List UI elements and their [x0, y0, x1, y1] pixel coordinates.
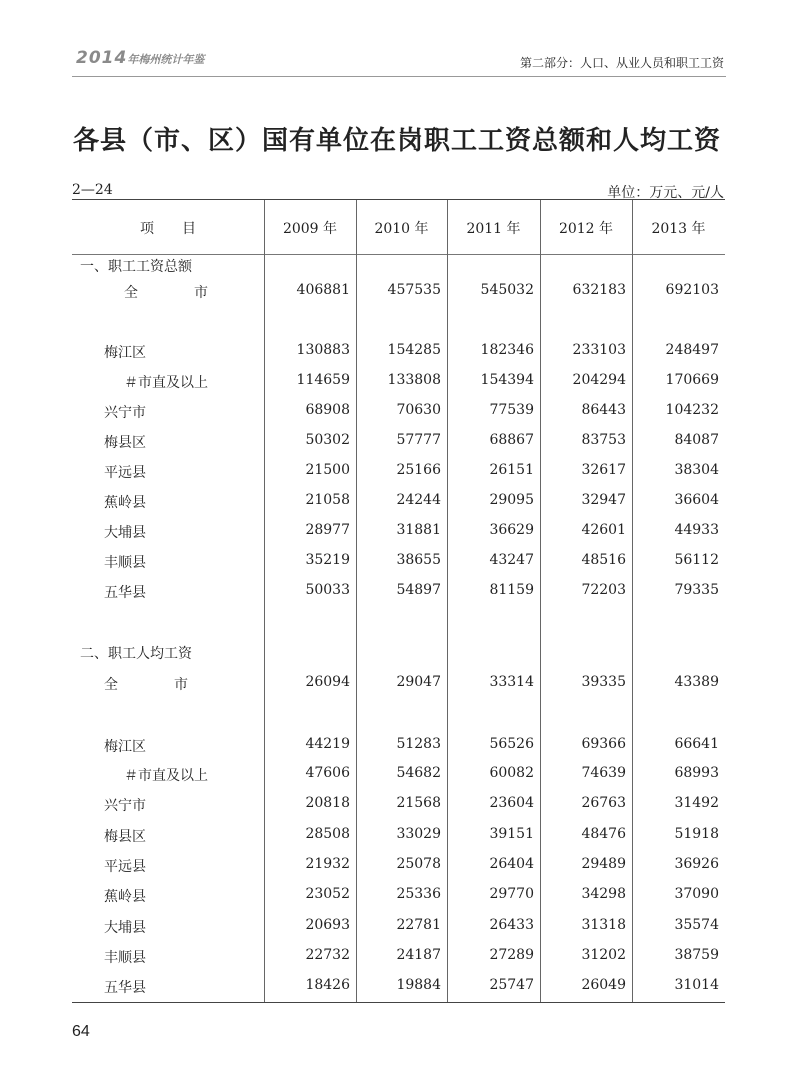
- row-label: 丰顺县: [104, 950, 146, 966]
- cell-value: 21500: [305, 462, 350, 478]
- row-label: 梅江区: [104, 739, 146, 755]
- row-label: 丰顺县: [104, 555, 146, 571]
- cell-value: 29489: [581, 856, 626, 872]
- cell-value: 457535: [387, 282, 441, 298]
- cell-value: 48476: [581, 826, 626, 842]
- cell-value: 24244: [396, 492, 441, 508]
- cell-value: 56112: [674, 552, 719, 568]
- cell-value: 44219: [305, 736, 350, 752]
- cell-value: 37090: [674, 886, 719, 902]
- cell-value: 21058: [305, 492, 350, 508]
- cell-value: 60082: [489, 765, 534, 781]
- table-row: [72, 674, 725, 696]
- cell-value: 83753: [581, 432, 626, 448]
- cell-value: 35574: [674, 917, 719, 933]
- cell-value: 29047: [396, 674, 441, 690]
- row-label: 全 市: [124, 285, 208, 301]
- cell-value: 38304: [674, 462, 719, 478]
- page-title: 各县（市、区）国有单位在岗职工工资总额和人均工资: [72, 126, 721, 156]
- cell-value: 248497: [665, 342, 719, 358]
- table-row: [72, 492, 725, 514]
- table-row: [72, 462, 725, 484]
- cell-value: 68993: [674, 765, 719, 781]
- table-row: [72, 432, 725, 454]
- cell-value: 26763: [581, 795, 626, 811]
- table-row: [72, 522, 725, 544]
- cell-value: 84087: [674, 432, 719, 448]
- cell-value: 48516: [581, 552, 626, 568]
- table-row: [72, 402, 725, 424]
- cell-value: 25078: [396, 856, 441, 872]
- cell-value: 154394: [480, 372, 534, 388]
- header-bottom-rule: [72, 254, 725, 255]
- cell-value: 22781: [396, 917, 441, 933]
- cell-value: 68908: [305, 402, 350, 418]
- table-row: [72, 372, 725, 394]
- table-row: [72, 856, 725, 878]
- cell-value: 26094: [305, 674, 350, 690]
- row-label: 五华县: [104, 980, 146, 996]
- row-label: 大埔县: [104, 525, 146, 541]
- row-label: 兴宁市: [104, 405, 146, 421]
- cell-value: 28508: [305, 826, 350, 842]
- cell-value: 29770: [489, 886, 534, 902]
- table-row: [72, 947, 725, 969]
- cell-value: 33314: [489, 674, 534, 690]
- cell-value: 545032: [480, 282, 534, 298]
- cell-value: 43389: [674, 674, 719, 690]
- column-header: 2013 年: [651, 221, 706, 237]
- cell-value: 66641: [674, 736, 719, 752]
- cell-value: 154285: [387, 342, 441, 358]
- page-number: 64: [72, 1023, 90, 1040]
- table-row: [72, 917, 725, 939]
- table-row: [72, 826, 725, 848]
- cell-value: 26433: [489, 917, 534, 933]
- cell-value: 32617: [581, 462, 626, 478]
- table-row: [72, 342, 725, 364]
- cell-value: 22732: [305, 947, 350, 963]
- column-header: 2012 年: [558, 221, 614, 237]
- table-row: [72, 643, 725, 665]
- row-label: 五华县: [104, 585, 146, 601]
- cell-value: 692103: [665, 282, 719, 298]
- cell-value: 68867: [489, 432, 534, 448]
- table-number: 2—24: [72, 182, 113, 198]
- cell-value: 70630: [396, 402, 441, 418]
- row-label: ＃市直及以上: [124, 768, 208, 784]
- cell-value: 204294: [572, 372, 626, 388]
- header-divider: [72, 76, 726, 77]
- cell-value: 170669: [665, 372, 719, 388]
- table-row: [72, 765, 725, 787]
- cell-value: 31014: [674, 977, 719, 993]
- cell-value: 35219: [305, 552, 350, 568]
- cell-value: 39151: [489, 826, 534, 842]
- cell-value: 86443: [581, 402, 626, 418]
- cell-value: 20818: [305, 795, 350, 811]
- column-header: 2010 年: [374, 221, 429, 237]
- cell-value: 26404: [489, 856, 534, 872]
- row-label: 平远县: [104, 859, 146, 875]
- cell-value: 130883: [296, 342, 350, 358]
- cell-value: 36926: [674, 856, 719, 872]
- cell-value: 72203: [581, 582, 626, 598]
- cell-value: 51918: [674, 826, 719, 842]
- cell-value: 54682: [396, 765, 441, 781]
- column-header: 2011 年: [466, 221, 521, 237]
- table-row: [72, 582, 725, 604]
- table-row: [72, 795, 725, 817]
- row-label: 全 市: [104, 677, 188, 693]
- cell-value: 42601: [581, 522, 626, 538]
- cell-value: 406881: [296, 282, 350, 298]
- cell-value: 34298: [581, 886, 626, 902]
- cell-value: 25336: [396, 886, 441, 902]
- cell-value: 54897: [396, 582, 441, 598]
- table-row: [72, 886, 725, 908]
- table-top-rule: [72, 199, 725, 200]
- cell-value: 23604: [489, 795, 534, 811]
- cell-value: 182346: [480, 342, 534, 358]
- cell-value: 27289: [489, 947, 534, 963]
- cell-value: 18426: [305, 977, 350, 993]
- row-label: 蕉岭县: [104, 495, 146, 511]
- cell-value: 21932: [305, 856, 350, 872]
- cell-value: 31318: [581, 917, 626, 933]
- cell-value: 69366: [581, 736, 626, 752]
- section-heading: 第二部分：人口、从业人员和职工工资: [519, 56, 724, 70]
- row-label: 兴宁市: [104, 798, 146, 814]
- cell-value: 39335: [581, 674, 626, 690]
- table-row: [72, 552, 725, 574]
- cell-value: 21568: [396, 795, 441, 811]
- cell-value: 57777: [396, 432, 441, 448]
- cell-value: 31202: [581, 947, 626, 963]
- table-bottom-rule: [72, 1002, 725, 1003]
- cell-value: 104232: [665, 402, 719, 418]
- unit-label: 单位：万元、元/人: [607, 185, 724, 201]
- cell-value: 36629: [489, 522, 534, 538]
- cell-value: 81159: [489, 582, 534, 598]
- column-header: 2009 年: [282, 221, 338, 237]
- table-row: [72, 282, 725, 304]
- cell-value: 20693: [305, 917, 350, 933]
- row-label: 梅江区: [104, 345, 146, 361]
- yearbook-logo: 2014年梅州统计年鉴: [76, 48, 205, 68]
- cell-value: 38655: [396, 552, 441, 568]
- cell-value: 79335: [674, 582, 719, 598]
- cell-value: 25747: [489, 977, 534, 993]
- row-label: 梅县区: [104, 435, 146, 451]
- cell-value: 31492: [674, 795, 719, 811]
- row-label: 二、职工人均工资: [80, 646, 192, 662]
- cell-value: 29095: [489, 492, 534, 508]
- cell-value: 38759: [674, 947, 719, 963]
- column-header: 项 目: [140, 221, 196, 237]
- cell-value: 56526: [489, 736, 534, 752]
- row-label: 大埔县: [104, 920, 146, 936]
- cell-value: 36604: [674, 492, 719, 508]
- cell-value: 33029: [396, 826, 441, 842]
- row-label: 一、职工工资总额: [80, 259, 192, 275]
- cell-value: 23052: [305, 886, 350, 902]
- row-label: 平远县: [104, 465, 146, 481]
- cell-value: 43247: [489, 552, 534, 568]
- cell-value: 26151: [489, 462, 534, 478]
- cell-value: 77539: [489, 402, 534, 418]
- cell-value: 47606: [305, 765, 350, 781]
- cell-value: 50033: [305, 582, 350, 598]
- cell-value: 133808: [387, 372, 441, 388]
- cell-value: 31881: [396, 522, 441, 538]
- cell-value: 19884: [396, 977, 441, 993]
- cell-value: 32947: [581, 492, 626, 508]
- cell-value: 28977: [305, 522, 350, 538]
- cell-value: 26049: [581, 977, 626, 993]
- cell-value: 44933: [674, 522, 719, 538]
- table-row: [72, 256, 725, 278]
- table-row: [72, 977, 725, 999]
- row-label: ＃市直及以上: [124, 375, 208, 391]
- row-label: 蕉岭县: [104, 889, 146, 905]
- cell-value: 25166: [396, 462, 441, 478]
- cell-value: 114659: [296, 372, 350, 388]
- cell-value: 50302: [305, 432, 350, 448]
- cell-value: 74639: [581, 765, 626, 781]
- cell-value: 51283: [396, 736, 441, 752]
- cell-value: 24187: [396, 947, 441, 963]
- cell-value: 233103: [572, 342, 626, 358]
- row-label: 梅县区: [104, 829, 146, 845]
- table-row: [72, 736, 725, 758]
- cell-value: 632183: [572, 282, 626, 298]
